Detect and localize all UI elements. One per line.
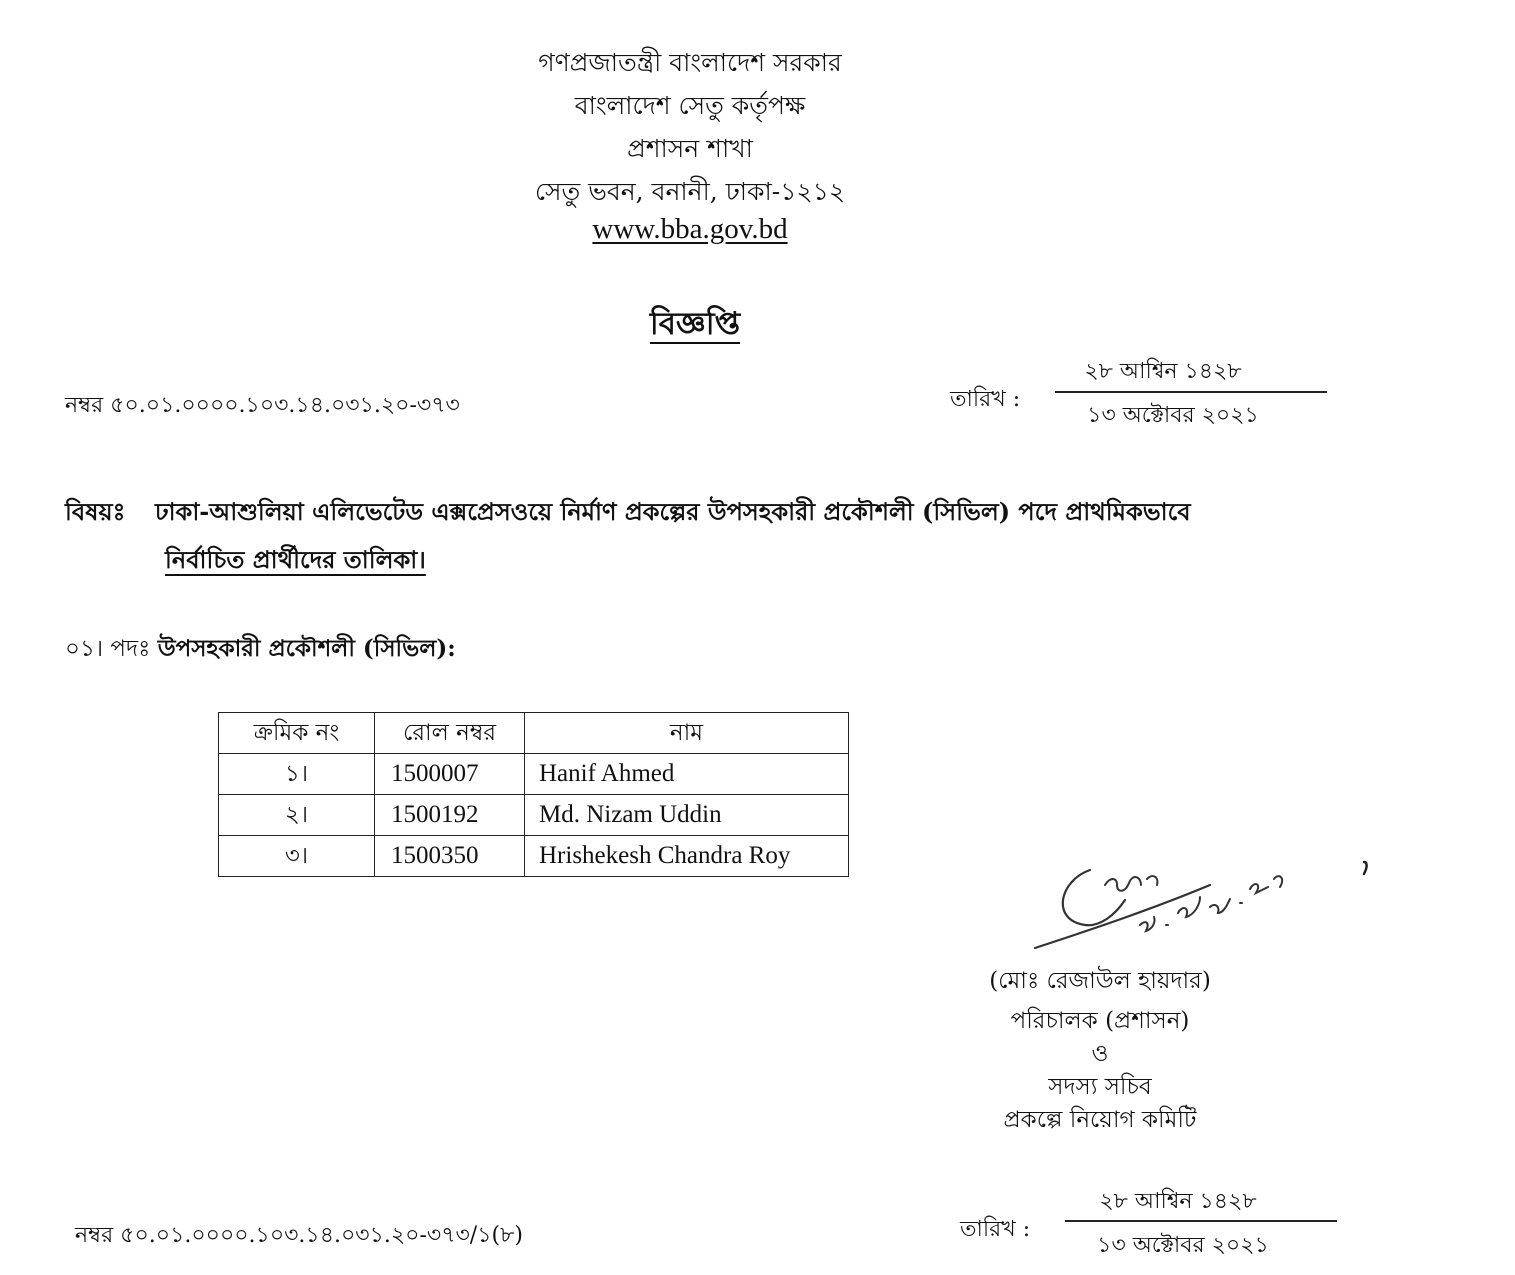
table-row: [219, 795, 849, 836]
signatory-title: পরিচালক (প্রশাসন): [1010, 1008, 1190, 1034]
subject-line-2: [65, 536, 1355, 584]
header-serial: ক্রমিক নং: [219, 713, 375, 754]
table-row: [219, 754, 849, 795]
signature-image: [1030, 830, 1330, 960]
name-cell: Hrishekesh Chandra Roy: [525, 836, 849, 877]
candidate-table: [218, 712, 849, 877]
table-header-row: [219, 713, 849, 754]
post-line: [65, 630, 456, 669]
date-english-bottom: ১৩ অক্টোবর ২০২১: [1097, 1233, 1269, 1258]
subject-text-1: ঢাকা-আশুলিয়া এলিভেটেড এক্সপ্রেসওয়ে নির্মাণ প্রকল্পের উপসহকারী প্রকৌশলী (সিভিল) পদে প্রাথমিকভাবে: [155, 497, 1191, 526]
memo-number-top: নম্বর ৫০.০১.০০০০.১০৩.১৪.০৩১.২০-৩৭৩: [65, 393, 460, 418]
signatory-committee: প্রকল্পে নিয়োগ কমিটি: [1003, 1107, 1197, 1133]
subject-block: [65, 488, 1355, 584]
org-line-branch: প্রশাসন শাখা: [627, 134, 753, 163]
memo-number-bottom: নম্বর ৫০.০১.০০০০.১০৩.১৪.০৩১.২০-৩৭৩/১(৮): [75, 1223, 523, 1248]
subject-line-1: [65, 488, 1355, 536]
date-label-top: তারিখ :: [950, 387, 1021, 412]
roll-cell: 1500007: [375, 754, 525, 795]
roll-cell: 1500192: [375, 795, 525, 836]
serial-cell: ৩।: [219, 836, 375, 877]
header-name: নাম: [525, 713, 849, 754]
roll-cell: 1500350: [375, 836, 525, 877]
post-prefix: ০১। পদঃ: [65, 636, 151, 662]
ink-mark: [1358, 858, 1370, 878]
date-divider-bottom: [1065, 1220, 1337, 1222]
date-bangla-top: ২৮ আশ্বিন ১৪২৮: [1084, 359, 1242, 384]
notice-title: বিজ্ঞপ্তি: [649, 306, 741, 342]
post-name: উপসহকারী প্রকৌশলী (সিভিল):: [157, 635, 456, 662]
signatory-conj: ও: [1091, 1041, 1109, 1067]
org-line-address: সেতু ভবন, বনানী, ঢাকা-১২১২: [534, 177, 846, 206]
name-cell: Hanif Ahmed: [525, 754, 849, 795]
date-bangla-bottom: ২৮ আশ্বিন ১৪২৮: [1099, 1189, 1257, 1214]
serial-cell: ১।: [219, 754, 375, 795]
name-cell: Md. Nizam Uddin: [525, 795, 849, 836]
date-divider-top: [1055, 391, 1327, 393]
org-line-government: গণপ্রজাতন্ত্রী বাংলাদেশ সরকার: [538, 48, 842, 77]
signatory-name: (মোঃ রেজাউল হায়দার): [989, 968, 1211, 994]
org-line-authority: বাংলাদেশ সেতু কর্তৃপক্ষ: [574, 91, 806, 120]
date-english-top: ১৩ অক্টোবর ২০২১: [1087, 403, 1259, 428]
table-row: [219, 836, 849, 877]
date-label-bottom: তারিখ :: [960, 1217, 1031, 1242]
signatory-role: সদস্য সচিব: [1048, 1074, 1152, 1100]
serial-cell: ২।: [219, 795, 375, 836]
subject-text-2: নির্বাচিত প্রার্থীদের তালিকা।: [165, 545, 426, 574]
header-roll: রোল নম্বর: [375, 713, 525, 754]
website-link[interactable]: www.bba.gov.bd: [592, 213, 788, 245]
subject-label: বিষয়ঃ: [65, 497, 126, 526]
notice-title-wrap: [0, 300, 1390, 352]
